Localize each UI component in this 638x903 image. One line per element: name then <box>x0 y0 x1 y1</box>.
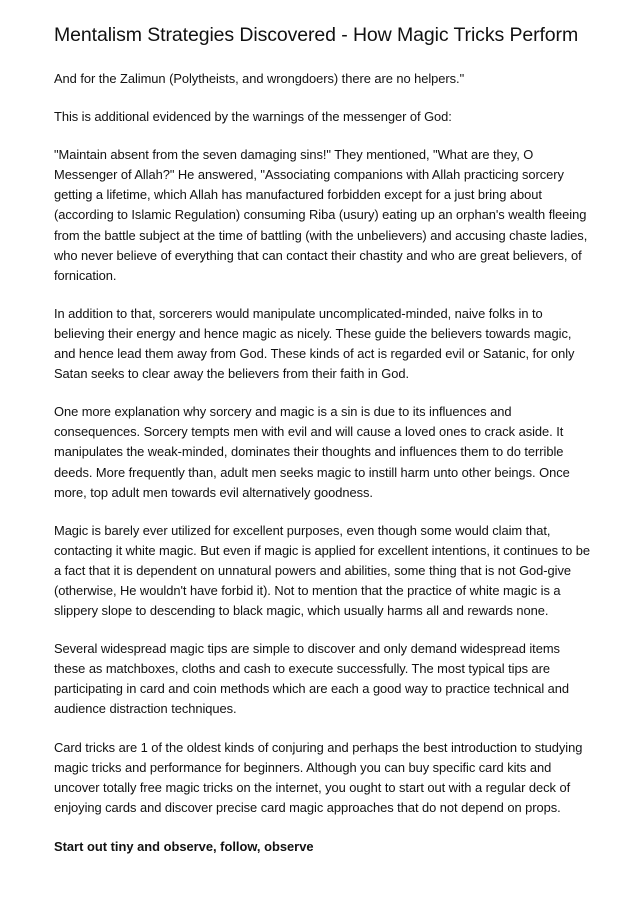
paragraph-warnings: This is additional evidenced by the warnings of the messenger of God: <box>54 109 452 125</box>
section-subheading: Start out tiny and observe, follow, observe <box>54 838 314 854</box>
paragraph-consequences: One more explanation why sorcery and magic is a sin is due to its influences and consequences. Sorcery tempts men with evil and will cause a loved ones to crack aside. It manipulates the weak-minded, dominates their thoughts and influences them to do terrible deeds. More frequently than, adult men seeks magic to instill harm unto other beings. Once more, top adult men towards evil alternatively goodness. <box>54 404 570 500</box>
document-title: Mentalism Strategies Discovered - How Magic Tricks Perform <box>54 24 579 46</box>
paragraph-common-tips: Several widespread magic tips are simple to discover and only demand widespread items these as matchboxes, cloths and cash to execute successfully. The most typical tips are participating in card and coin methods which are each a good way to practice technical and audience distraction techniques. <box>54 641 570 717</box>
paragraph-sorcerers: In addition to that, sorcerers would manipulate uncomplicated-minded, naive folks in to believing their energy and hence magic as nicely. These guide the believers towards magic, and hence lead them away from God. These kinds of act is regarded evil or Satanic, for only Satan seeks to clear away the believers from their faith in God. <box>54 305 575 382</box>
paragraph-white-magic: Magic is barely ever utilized for excellent purposes, even though some would claim that, contacting it white magic. But even if magic is applied for excellent intentions, it continues to be a fact that it is dependent on unnatural powers and abilities, some thing that is not God-give (otherwise, He wouldn't have forbid it). Not to mention that the practice of white magic is a slippery slope to descending to black magic, which usually harms all and rewards none. <box>54 522 590 619</box>
paragraph-zalimun: And for the Zalimun (Polytheists, and wrongdoers) there are no helpers." <box>54 71 465 86</box>
paragraph-seven-sins: "Maintain absent from the seven damaging sins!" They mentioned, "What are they, O Messenger of Allah?" He answered, "Associating companions with Allah practicing sorcery getting a lifetime, which Allah has manufactured forbidden except for a just bring about (according to Islamic Regulation) consuming Riba (usury) eating up an orphan's wealth fleeing from the battle subject at the time of battling (with the unbelievers) and accusing chaste ladies, who never believe of everything that can contact their chastity and who are great believers, of fornication. <box>54 147 588 283</box>
paragraph-card-tricks: Card tricks are 1 of the oldest kinds of conjuring and perhaps the best introduction to studying magic tricks and performance for beginners. Although you can buy specific card kits and uncover totally free magic tricks on the internet, you ought to start out with a regular deck of enjoying cards and discover precise card magic approaches that do not depend on props. <box>54 739 583 815</box>
document-page <box>54 22 594 857</box>
